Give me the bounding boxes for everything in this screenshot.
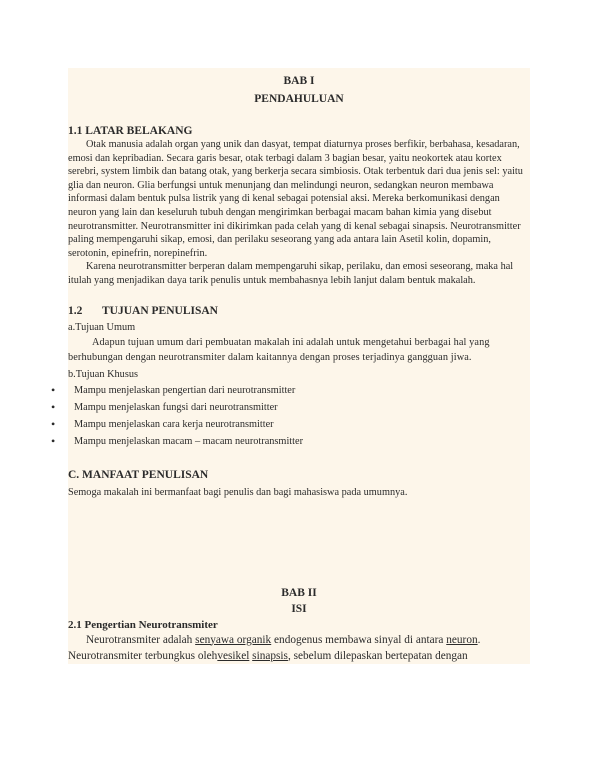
bullet-icon: • <box>51 416 56 431</box>
paragraph-pengertian-2 <box>68 648 530 664</box>
list-item-text: Mampu menjelaskan macam – macam neurotransmitter <box>74 435 304 447</box>
paragraph-tujuan-umum: Adapun tujuan umum dari pembuatan makalah ini adalah untuk mengetahui berbagai hal yang berhubungan dengan neurotransmiter dalam kaitannya dengan proses terjadinya gangguan jiwa. <box>68 336 490 363</box>
subheading-tujuan-khusus: b.Tujuan Khusus <box>68 368 138 380</box>
text-span: endogenus membawa sinyal di antara <box>271 633 447 646</box>
list-item-text: Mampu menjelaskan cara kerja neurotransmitter <box>74 418 274 430</box>
chapter-subtitle-2: ISI <box>291 602 307 615</box>
list-item-text: Mampu menjelaskan fungsi dari neurotransmitter <box>74 401 278 413</box>
list-item <box>51 416 530 433</box>
chapter-title-2: BAB II <box>281 586 317 599</box>
chapter-subtitle: PENDAHULUAN <box>254 93 344 105</box>
section-heading-pengertian: 2.1 Pengertian Neurotransmiter <box>68 618 218 631</box>
bullet-icon: • <box>51 433 56 448</box>
list-item <box>51 382 530 399</box>
section-heading-manfaat: C. MANFAAT PENULISAN <box>68 468 209 481</box>
text-span: Neurotransmiter terbungkus oleh <box>68 649 218 662</box>
paragraph-manfaat: Semoga makalah ini bermanfaat bagi penulis dan bagi mahasiswa pada umumnya. <box>68 486 408 498</box>
bullet-icon: • <box>51 399 56 414</box>
list-item-text: Mampu menjelaskan pengertian dari neurotransmitter <box>74 384 296 396</box>
list-item <box>51 433 530 450</box>
link-sinapsis[interactable]: sinapsis <box>252 649 288 662</box>
link-vesikel[interactable]: vesikel <box>217 649 250 662</box>
paragraph-latar-2: Karena neurotransmitter berperan dalam mempengaruhi sikap, perilaku, dan emosi seseorang, maka hal itulah yang menjadikan daya tarik penulis untuk membahasnya lebih lanjut dalam bentuk makalah. <box>68 261 514 286</box>
section-number: 1.2 <box>68 304 83 317</box>
section-tujuan <box>51 304 530 450</box>
section-heading-text: TUJUAN PENULISAN <box>102 304 218 317</box>
tujuan-khusus-list <box>51 382 530 450</box>
link-neuron[interactable]: neuron <box>446 633 478 646</box>
section-heading-latar: 1.1 LATAR BELAKANG <box>68 125 193 137</box>
text-span: , sebelum dilepaskan bertepatan dengan <box>287 649 468 662</box>
text-span: Neurotransmiter adalah <box>86 633 196 646</box>
blank-space <box>68 500 530 584</box>
paragraph-latar-1: Otak manusia adalah organ yang unik dan dasyat, tempat diaturnya proses berfikir, berbahasa, kesadaran, emosi dan kepribadian. Secara garis besar, otak terbagi dalam 3 bagian besar, yaitu neokortek atau kortex serebri, system limbik dan batang otak, yang berkerja secara simbiosis. Otak terbentuk dari dua jenis sel: yaitu glia dan neuron. Glia berfungsi untuk menunjang dan melindungi neuron, sedangkan neuron membawa informasi dalam bentuk pulsa listrik yang di kenal sebagai potensial aksi. Mereka berkomunikasi dengan neuron yang lain dan keseluruh tubuh dengan mengirimkan berbagai macam bahan kimia yang disebut neurotransmitter. Neurotransmitter ini dikirimkan pada celah yang di kenal sebagai sinapsis. Neurotransmitter paling mempengaruhi sikap, emosi, dan perilaku seseorang yang ada antara lain Asetil kolin, dopamin, serotonin, epinefrin, norepinefrin. <box>68 139 523 259</box>
chapter-title: BAB I <box>283 75 315 87</box>
subheading-tujuan-umum: a.Tujuan Umum <box>68 321 136 333</box>
list-item <box>51 399 530 416</box>
bullet-icon: • <box>51 382 56 397</box>
link-senyawa-organik[interactable]: senyawa organik <box>195 633 272 646</box>
section-heading-tujuan <box>68 304 530 318</box>
document-body <box>51 68 530 664</box>
paragraph-pengertian-1 <box>68 632 530 648</box>
text-span: . <box>477 633 481 646</box>
